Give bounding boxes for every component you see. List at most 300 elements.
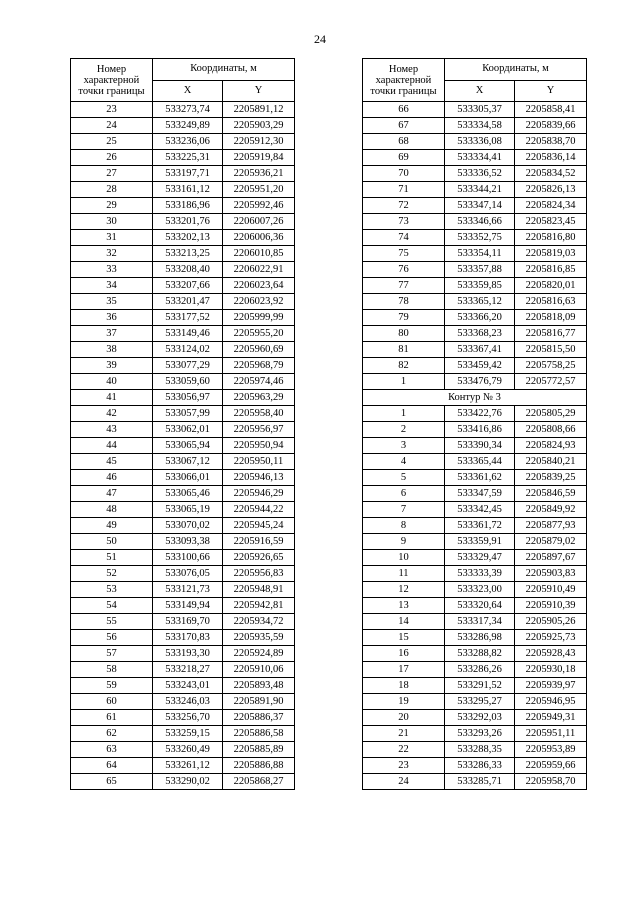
y-coordinate-cell: 2205944,22 [223,502,295,518]
y-coordinate-cell: 2205949,31 [515,710,587,726]
point-number-cell: 73 [363,214,445,230]
x-coordinate-cell: 533368,23 [445,326,515,342]
point-number-cell: 36 [71,310,153,326]
y-coordinate-cell: 2205946,95 [515,694,587,710]
table-row [363,262,587,278]
point-number-cell: 45 [71,454,153,470]
point-number-cell: 71 [363,182,445,198]
x-coordinate-cell: 533416,86 [445,422,515,438]
y-coordinate-cell: 2205939,97 [515,678,587,694]
x-coordinate-cell: 533056,97 [153,390,223,406]
x-coordinate-cell: 533259,15 [153,726,223,742]
point-number-cell: 9 [363,534,445,550]
table-row [363,230,587,246]
point-number-cell: 65 [71,774,153,790]
y-coordinate-cell: 2205849,92 [515,502,587,518]
point-number-cell: 3 [363,438,445,454]
y-coordinate-cell: 2205950,11 [223,454,295,470]
x-coordinate-cell: 533124,02 [153,342,223,358]
table-row [363,694,587,710]
x-coordinate-cell: 533066,01 [153,470,223,486]
x-coordinate-cell: 533202,13 [153,230,223,246]
y-coordinate-cell: 2205819,03 [515,246,587,262]
point-number-cell: 26 [71,150,153,166]
point-number-cell: 6 [363,486,445,502]
x-coordinate-cell: 533390,34 [445,438,515,454]
table-row [363,470,587,486]
x-coordinate-cell: 533320,64 [445,598,515,614]
x-coordinate-cell: 533336,08 [445,134,515,150]
y-coordinate-cell: 2205912,30 [223,134,295,150]
table-row [363,342,587,358]
x-coordinate-cell: 533260,49 [153,742,223,758]
x-coordinate-cell: 533361,72 [445,518,515,534]
point-number-cell: 33 [71,262,153,278]
point-number-cell: 66 [363,102,445,118]
point-number-cell: 51 [71,550,153,566]
point-number-cell: 27 [71,166,153,182]
x-coordinate-cell: 533286,33 [445,758,515,774]
table-row [363,390,587,406]
y-coordinate-cell: 2205826,13 [515,182,587,198]
table-row [363,166,587,182]
y-coordinate-cell: 2206023,92 [223,294,295,310]
point-number-cell: 22 [363,742,445,758]
page-number: 24 [314,32,326,46]
table-row [71,662,295,678]
point-number-cell: 47 [71,486,153,502]
table-row [363,374,587,390]
point-number-cell: 72 [363,198,445,214]
x-coordinate-cell: 533354,11 [445,246,515,262]
x-coordinate-cell: 533208,40 [153,262,223,278]
x-coordinate-cell: 533070,02 [153,518,223,534]
y-coordinate-cell: 2205934,72 [223,614,295,630]
x-coordinate-cell: 533366,20 [445,310,515,326]
y-coordinate-cell: 2205946,29 [223,486,295,502]
point-number-cell: 59 [71,678,153,694]
y-coordinate-cell: 2205824,93 [515,438,587,454]
table-row [363,246,587,262]
point-number-cell: 23 [71,102,153,118]
table-row [363,678,587,694]
point-number-cell: 44 [71,438,153,454]
point-number-cell: 25 [71,134,153,150]
coordinates-table-right [362,58,587,790]
x-coordinate-cell: 533347,14 [445,198,515,214]
y-coordinate-cell: 2205816,80 [515,230,587,246]
x-coordinate-cell: 533246,03 [153,694,223,710]
table-row [363,710,587,726]
point-number-cell: 31 [71,230,153,246]
point-number-cell: 60 [71,694,153,710]
table-body-right [363,102,587,790]
x-coordinate-cell: 533359,91 [445,534,515,550]
x-coordinate-cell: 533365,12 [445,294,515,310]
x-coordinate-cell: 533169,70 [153,614,223,630]
x-coordinate-cell: 533295,27 [445,694,515,710]
x-coordinate-cell: 533361,62 [445,470,515,486]
y-coordinate-cell: 2205916,59 [223,534,295,550]
x-coordinate-cell: 533197,71 [153,166,223,182]
table-row [71,294,295,310]
table-row [71,678,295,694]
x-coordinate-cell: 533077,29 [153,358,223,374]
table-row [363,326,587,342]
x-coordinate-cell: 533059,60 [153,374,223,390]
table-row [363,310,587,326]
table-row [71,742,295,758]
point-number-cell: 46 [71,470,153,486]
point-number-cell: 30 [71,214,153,230]
x-coordinate-cell: 533065,19 [153,502,223,518]
y-coordinate-cell: 2205823,45 [515,214,587,230]
point-number-cell: 24 [71,118,153,134]
point-number-cell: 49 [71,518,153,534]
table-row [363,582,587,598]
point-number-cell: 8 [363,518,445,534]
y-coordinate-cell: 2205910,49 [515,582,587,598]
x-coordinate-cell: 533329,47 [445,550,515,566]
point-number-cell: 80 [363,326,445,342]
point-number-cell: 76 [363,262,445,278]
header-coordinates: Координаты, м [153,59,295,81]
table-row [71,598,295,614]
y-coordinate-cell: 2205955,20 [223,326,295,342]
point-number-cell: 56 [71,630,153,646]
x-coordinate-cell: 533213,25 [153,246,223,262]
y-coordinate-cell: 2205858,41 [515,102,587,118]
x-coordinate-cell: 533249,89 [153,118,223,134]
table-row [71,326,295,342]
point-number-cell: 62 [71,726,153,742]
y-coordinate-cell: 2205840,21 [515,454,587,470]
table-row [363,774,587,790]
table-row [363,566,587,582]
y-coordinate-cell: 2205816,77 [515,326,587,342]
y-coordinate-cell: 2205992,46 [223,198,295,214]
y-coordinate-cell: 2205839,66 [515,118,587,134]
table-row [71,518,295,534]
x-coordinate-cell: 533347,59 [445,486,515,502]
coordinates-table-left [70,58,295,790]
y-coordinate-cell: 2205936,21 [223,166,295,182]
x-coordinate-cell: 533359,85 [445,278,515,294]
table-row [71,278,295,294]
point-number-cell: 42 [71,406,153,422]
y-coordinate-cell: 2205815,50 [515,342,587,358]
y-coordinate-cell: 2205919,84 [223,150,295,166]
y-coordinate-cell: 2205816,85 [515,262,587,278]
point-number-cell: 7 [363,502,445,518]
point-number-cell: 41 [71,390,153,406]
point-number-cell: 54 [71,598,153,614]
table-row [71,102,295,118]
y-coordinate-cell: 2205903,29 [223,118,295,134]
point-number-cell: 53 [71,582,153,598]
point-number-cell: 43 [71,422,153,438]
header-point-number: Номер характерной точки границы [363,59,445,102]
table-row [363,726,587,742]
x-coordinate-cell: 533342,45 [445,502,515,518]
x-coordinate-cell: 533067,12 [153,454,223,470]
table-row [363,214,587,230]
table-row [71,198,295,214]
x-coordinate-cell: 533286,98 [445,630,515,646]
point-number-cell: 16 [363,646,445,662]
table-row [363,278,587,294]
x-coordinate-cell: 533344,21 [445,182,515,198]
y-coordinate-cell: 2205903,83 [515,566,587,582]
y-coordinate-cell: 2205891,12 [223,102,295,118]
table-row [363,630,587,646]
point-number-cell: 21 [363,726,445,742]
table-row [71,694,295,710]
x-coordinate-cell: 533334,41 [445,150,515,166]
table-row [71,230,295,246]
point-number-cell: 81 [363,342,445,358]
x-coordinate-cell: 533292,03 [445,710,515,726]
point-number-cell: 32 [71,246,153,262]
x-coordinate-cell: 533476,79 [445,374,515,390]
table-row [363,182,587,198]
y-coordinate-cell: 2205999,99 [223,310,295,326]
y-coordinate-cell: 2205877,93 [515,518,587,534]
table-row [71,166,295,182]
point-number-cell: 4 [363,454,445,470]
point-number-cell: 39 [71,358,153,374]
table-row [71,758,295,774]
point-number-cell: 82 [363,358,445,374]
y-coordinate-cell: 2205805,29 [515,406,587,422]
table-row [363,518,587,534]
table-row [363,134,587,150]
contour-section-heading: Контур № 3 [363,390,587,406]
point-number-cell: 78 [363,294,445,310]
table-row [71,390,295,406]
table-row [363,198,587,214]
y-coordinate-cell: 2205925,73 [515,630,587,646]
y-coordinate-cell: 2205897,67 [515,550,587,566]
x-coordinate-cell: 533201,76 [153,214,223,230]
y-coordinate-cell: 2205910,06 [223,662,295,678]
table-row [71,422,295,438]
x-coordinate-cell: 533065,46 [153,486,223,502]
point-number-cell: 70 [363,166,445,182]
x-coordinate-cell: 533422,76 [445,406,515,422]
x-coordinate-cell: 533333,39 [445,566,515,582]
point-number-cell: 19 [363,694,445,710]
x-coordinate-cell: 533288,82 [445,646,515,662]
y-coordinate-cell: 2205816,63 [515,294,587,310]
point-number-cell: 1 [363,374,445,390]
table-row [71,630,295,646]
x-coordinate-cell: 533323,00 [445,582,515,598]
x-coordinate-cell: 533256,70 [153,710,223,726]
y-coordinate-cell: 2206007,26 [223,214,295,230]
table-row [71,470,295,486]
y-coordinate-cell: 2205948,91 [223,582,295,598]
table-row [71,486,295,502]
table-row [71,214,295,230]
y-coordinate-cell: 2205910,39 [515,598,587,614]
table-row [363,646,587,662]
table-row [71,710,295,726]
point-number-cell: 38 [71,342,153,358]
y-coordinate-cell: 2205891,90 [223,694,295,710]
y-coordinate-cell: 2205836,14 [515,150,587,166]
table-row [71,358,295,374]
y-coordinate-cell: 2205953,89 [515,742,587,758]
table-row [363,294,587,310]
y-coordinate-cell: 2205968,79 [223,358,295,374]
x-coordinate-cell: 533367,41 [445,342,515,358]
x-coordinate-cell: 533207,66 [153,278,223,294]
table-row [71,438,295,454]
y-coordinate-cell: 2205758,25 [515,358,587,374]
x-coordinate-cell: 533290,02 [153,774,223,790]
table-row [71,550,295,566]
y-coordinate-cell: 2205935,59 [223,630,295,646]
point-number-cell: 29 [71,198,153,214]
point-number-cell: 18 [363,678,445,694]
table-row [71,614,295,630]
point-number-cell: 61 [71,710,153,726]
point-number-cell: 13 [363,598,445,614]
table-row [71,374,295,390]
point-number-cell: 69 [363,150,445,166]
x-coordinate-cell: 533305,37 [445,102,515,118]
x-coordinate-cell: 533288,35 [445,742,515,758]
y-coordinate-cell: 2205879,02 [515,534,587,550]
header-y: Y [223,80,295,102]
x-coordinate-cell: 533459,42 [445,358,515,374]
x-coordinate-cell: 533225,31 [153,150,223,166]
table-row [363,614,587,630]
table-row [363,662,587,678]
x-coordinate-cell: 533062,01 [153,422,223,438]
x-coordinate-cell: 533357,88 [445,262,515,278]
point-number-cell: 55 [71,614,153,630]
table-row [363,534,587,550]
x-coordinate-cell: 533317,34 [445,614,515,630]
point-number-cell: 57 [71,646,153,662]
y-coordinate-cell: 2205956,97 [223,422,295,438]
y-coordinate-cell: 2205930,18 [515,662,587,678]
x-coordinate-cell: 533218,27 [153,662,223,678]
table-row [363,598,587,614]
y-coordinate-cell: 2205926,65 [223,550,295,566]
point-number-cell: 77 [363,278,445,294]
table-row [363,422,587,438]
table-row [363,502,587,518]
point-number-cell: 10 [363,550,445,566]
point-number-cell: 20 [363,710,445,726]
x-coordinate-cell: 533193,30 [153,646,223,662]
point-number-cell: 79 [363,310,445,326]
x-coordinate-cell: 533346,66 [445,214,515,230]
x-coordinate-cell: 533065,94 [153,438,223,454]
x-coordinate-cell: 533236,06 [153,134,223,150]
y-coordinate-cell: 2205820,01 [515,278,587,294]
table-row [363,358,587,374]
x-coordinate-cell: 533365,44 [445,454,515,470]
table-row [363,102,587,118]
point-number-cell: 64 [71,758,153,774]
table-row [71,726,295,742]
x-coordinate-cell: 533286,26 [445,662,515,678]
x-coordinate-cell: 533352,75 [445,230,515,246]
point-number-cell: 34 [71,278,153,294]
point-number-cell: 11 [363,566,445,582]
table-row [363,438,587,454]
x-coordinate-cell: 533177,52 [153,310,223,326]
table-row [71,150,295,166]
y-coordinate-cell: 2206010,85 [223,246,295,262]
y-coordinate-cell: 2205818,09 [515,310,587,326]
point-number-cell: 40 [71,374,153,390]
y-coordinate-cell: 2205942,81 [223,598,295,614]
x-coordinate-cell: 533334,58 [445,118,515,134]
point-number-cell: 48 [71,502,153,518]
y-coordinate-cell: 2205808,66 [515,422,587,438]
table-row [71,342,295,358]
table-row [363,758,587,774]
point-number-cell: 58 [71,662,153,678]
y-coordinate-cell: 2205946,13 [223,470,295,486]
table-row [71,310,295,326]
table-row [71,118,295,134]
y-coordinate-cell: 2205839,25 [515,470,587,486]
table-row [71,646,295,662]
x-coordinate-cell: 533186,96 [153,198,223,214]
table-row [71,262,295,278]
x-coordinate-cell: 533093,38 [153,534,223,550]
table-row [363,454,587,470]
x-coordinate-cell: 533261,12 [153,758,223,774]
point-number-cell: 28 [71,182,153,198]
point-number-cell: 23 [363,758,445,774]
y-coordinate-cell: 2205886,88 [223,758,295,774]
x-coordinate-cell: 533057,99 [153,406,223,422]
x-coordinate-cell: 533336,52 [445,166,515,182]
x-coordinate-cell: 533076,05 [153,566,223,582]
y-coordinate-cell: 2205885,89 [223,742,295,758]
table-row [71,582,295,598]
x-coordinate-cell: 533121,73 [153,582,223,598]
y-coordinate-cell: 2205951,11 [515,726,587,742]
y-coordinate-cell: 2205958,40 [223,406,295,422]
x-coordinate-cell: 533149,94 [153,598,223,614]
header-y: Y [515,80,587,102]
point-number-cell: 17 [363,662,445,678]
table-row [363,406,587,422]
x-coordinate-cell: 533243,01 [153,678,223,694]
header-x: X [445,80,515,102]
point-number-cell: 63 [71,742,153,758]
x-coordinate-cell: 533293,26 [445,726,515,742]
point-number-cell: 37 [71,326,153,342]
point-number-cell: 75 [363,246,445,262]
point-number-cell: 14 [363,614,445,630]
header-coordinates: Координаты, м [445,59,587,81]
x-coordinate-cell: 533201,47 [153,294,223,310]
y-coordinate-cell: 2205886,37 [223,710,295,726]
y-coordinate-cell: 2205824,34 [515,198,587,214]
x-coordinate-cell: 533285,71 [445,774,515,790]
header-point-number: Номер характерной точки границы [71,59,153,102]
y-coordinate-cell: 2205963,29 [223,390,295,406]
